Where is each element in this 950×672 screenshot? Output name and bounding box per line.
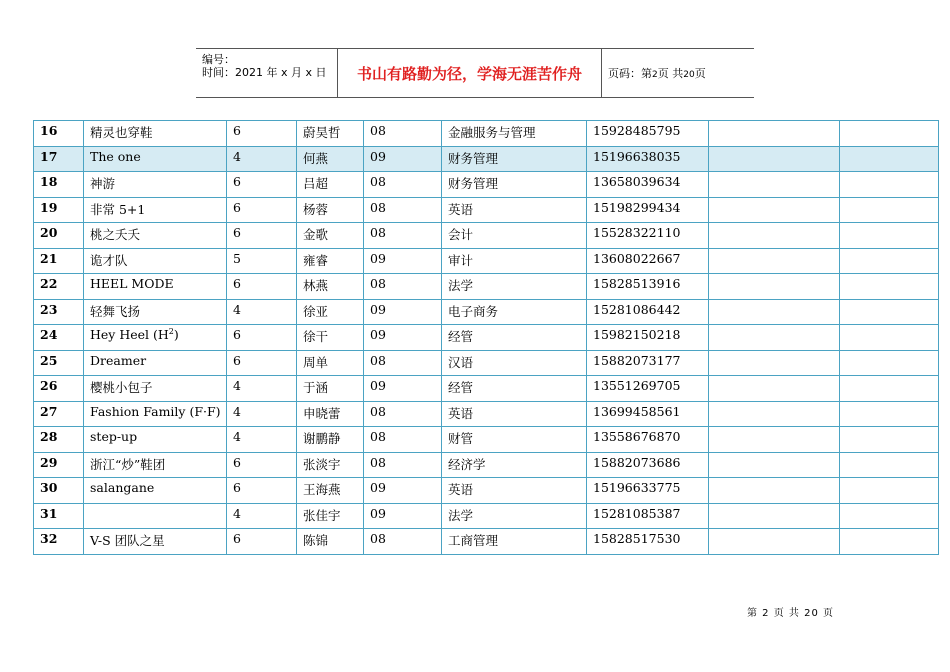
table-cell: [840, 146, 939, 172]
table-row: [34, 478, 939, 504]
table-cell: 审计: [442, 248, 587, 274]
table-cell: 4: [227, 146, 297, 172]
table-cell: 6: [227, 350, 297, 376]
table-row: [34, 146, 939, 172]
table-cell: 樱桃小包子: [84, 376, 227, 402]
table-cell: 28: [34, 427, 84, 453]
table-cell: 浙江“炒”鞋团: [84, 452, 227, 478]
table-row: [34, 376, 939, 402]
table-cell: [840, 172, 939, 198]
table-cell: [709, 325, 840, 351]
table-cell: 轻舞飞扬: [84, 299, 227, 325]
page-footer: 第 2 页 共 20 页: [747, 608, 834, 619]
table-cell: [709, 121, 840, 147]
table-cell: 08: [364, 350, 442, 376]
table-cell: 15982150218: [587, 325, 709, 351]
table-cell: 4: [227, 503, 297, 529]
table-cell: [709, 197, 840, 223]
table-cell: 金融服务与管理: [442, 121, 587, 147]
table-cell: 英语: [442, 478, 587, 504]
table-cell: 13558676870: [587, 427, 709, 453]
table-cell: 6: [227, 325, 297, 351]
table-cell: 15828517530: [587, 529, 709, 555]
table-cell: [709, 172, 840, 198]
table-cell: 张佳宇: [297, 503, 364, 529]
motto-text: 书山有路勤为径，学海无涯苦作舟: [356, 64, 582, 83]
table-cell: 09: [364, 376, 442, 402]
table-cell: 4: [227, 427, 297, 453]
table-cell: [840, 503, 939, 529]
table-cell: [840, 223, 939, 249]
table-cell: 蔚昊哲: [297, 121, 364, 147]
table-cell: step-up: [84, 427, 227, 453]
table-cell: 雍睿: [297, 248, 364, 274]
table-cell: [709, 503, 840, 529]
table-cell: 08: [364, 197, 442, 223]
table-cell: [709, 248, 840, 274]
table-cell: 经管: [442, 376, 587, 402]
table-cell: [709, 478, 840, 504]
header-meta-cell: [196, 49, 338, 97]
table-cell: 23: [34, 299, 84, 325]
table-cell: 汉语: [442, 350, 587, 376]
table-cell: 申晓蕾: [297, 401, 364, 427]
table-cell: [840, 401, 939, 427]
table-cell: Hey Heel $(H^2)$: [84, 325, 227, 351]
table-cell: 徐亚: [297, 299, 364, 325]
table-cell: 6: [227, 121, 297, 147]
roster-body: [34, 121, 939, 555]
table-cell: [709, 274, 840, 300]
table-cell: [709, 350, 840, 376]
table-cell: 16: [34, 121, 84, 147]
table-row: [34, 401, 939, 427]
table-cell: 吕超: [297, 172, 364, 198]
table-cell: 精灵也穿鞋: [84, 121, 227, 147]
table-cell: 25: [34, 350, 84, 376]
table-cell: 08: [364, 121, 442, 147]
table-row: [34, 350, 939, 376]
table-cell: [709, 529, 840, 555]
table-cell: [840, 350, 939, 376]
table-cell: 经管: [442, 325, 587, 351]
table-cell: 诡才队: [84, 248, 227, 274]
page-code-cell: [602, 49, 754, 97]
table-cell: [840, 427, 939, 453]
table-cell: 王海燕: [297, 478, 364, 504]
table-cell: 谢鹏静: [297, 427, 364, 453]
table-cell: 13699458561: [587, 401, 709, 427]
table-row: [34, 197, 939, 223]
table-cell: [840, 529, 939, 555]
table-cell: [709, 401, 840, 427]
table-cell: [840, 325, 939, 351]
table-cell: 09: [364, 503, 442, 529]
table-cell: 法学: [442, 274, 587, 300]
table-row: [34, 223, 939, 249]
table-cell: The one: [84, 146, 227, 172]
page-header: [196, 48, 754, 98]
table-cell: [840, 197, 939, 223]
table-cell: 18: [34, 172, 84, 198]
table-cell: 非常 5+1: [84, 197, 227, 223]
table-cell: 09: [364, 478, 442, 504]
table-cell: 英语: [442, 401, 587, 427]
table-cell: 财管: [442, 427, 587, 453]
table-cell: 杨蓉: [297, 197, 364, 223]
table-cell: salangane: [84, 478, 227, 504]
table-cell: 15196633775: [587, 478, 709, 504]
table-cell: 29: [34, 452, 84, 478]
table-row: [34, 274, 939, 300]
table-cell: 13658039634: [587, 172, 709, 198]
table-cell: 20: [34, 223, 84, 249]
table-cell: 陈锦: [297, 529, 364, 555]
table-cell: [709, 376, 840, 402]
table-cell: [840, 299, 939, 325]
table-cell: 林燕: [297, 274, 364, 300]
table-cell: 13551269705: [587, 376, 709, 402]
table-cell: 15281086442: [587, 299, 709, 325]
table-cell: 15198299434: [587, 197, 709, 223]
table-cell: V-S 团队之星: [84, 529, 227, 555]
table-cell: Dreamer: [84, 350, 227, 376]
table-cell: 09: [364, 146, 442, 172]
table-cell: 17: [34, 146, 84, 172]
table-cell: 6: [227, 223, 297, 249]
table-row: [34, 427, 939, 453]
table-cell: [840, 452, 939, 478]
table-cell: 会计: [442, 223, 587, 249]
time-label: 时间：2021 年 x 月 x 日: [202, 66, 327, 79]
table-cell: 神游: [84, 172, 227, 198]
table-cell: [840, 248, 939, 274]
table-cell: 工商管理: [442, 529, 587, 555]
table-cell: 15281085387: [587, 503, 709, 529]
table-cell: 6: [227, 197, 297, 223]
table-cell: 电子商务: [442, 299, 587, 325]
table-cell: 张淡宇: [297, 452, 364, 478]
table-cell: 周单: [297, 350, 364, 376]
table-row: [34, 452, 939, 478]
table-cell: [840, 376, 939, 402]
table-cell: 15828513916: [587, 274, 709, 300]
table-cell: [709, 223, 840, 249]
table-cell: [709, 146, 840, 172]
table-cell: HEEL MODE: [84, 274, 227, 300]
table-cell: 15882073177: [587, 350, 709, 376]
page-code: 页码：第2页 共20页: [608, 67, 706, 80]
table-cell: 财务管理: [442, 172, 587, 198]
table-cell: 08: [364, 223, 442, 249]
table-cell: 徐干: [297, 325, 364, 351]
table-cell: 桃之夭夭: [84, 223, 227, 249]
table-cell: [84, 503, 227, 529]
table-cell: 15528322110: [587, 223, 709, 249]
table-cell: 4: [227, 376, 297, 402]
table-cell: 08: [364, 427, 442, 453]
table-cell: 09: [364, 299, 442, 325]
table-cell: 19: [34, 197, 84, 223]
table-cell: 金歌: [297, 223, 364, 249]
table-cell: 于涵: [297, 376, 364, 402]
table-cell: 6: [227, 274, 297, 300]
table-cell: 法学: [442, 503, 587, 529]
table-cell: [840, 274, 939, 300]
table-cell: 08: [364, 172, 442, 198]
table-cell: 08: [364, 452, 442, 478]
table-cell: 08: [364, 274, 442, 300]
motto-cell: [338, 49, 602, 97]
table-cell: 08: [364, 401, 442, 427]
table-row: [34, 121, 939, 147]
table-cell: 26: [34, 376, 84, 402]
table-row: [34, 299, 939, 325]
table-cell: [709, 452, 840, 478]
table-cell: 6: [227, 452, 297, 478]
table-cell: 13608022667: [587, 248, 709, 274]
table-cell: 22: [34, 274, 84, 300]
number-label: 编号：: [202, 53, 235, 66]
table-row: [34, 325, 939, 351]
table-row: [34, 503, 939, 529]
table-cell: 31: [34, 503, 84, 529]
table-cell: 15882073686: [587, 452, 709, 478]
table-cell: 09: [364, 248, 442, 274]
table-cell: 英语: [442, 197, 587, 223]
table-cell: Fashion Family (F·F): [84, 401, 227, 427]
table-cell: 4: [227, 401, 297, 427]
table-row: [34, 248, 939, 274]
table-cell: 30: [34, 478, 84, 504]
table-cell: 09: [364, 325, 442, 351]
table-cell: 6: [227, 529, 297, 555]
table-cell: 08: [364, 529, 442, 555]
table-cell: [709, 427, 840, 453]
table-cell: 财务管理: [442, 146, 587, 172]
table-cell: 6: [227, 172, 297, 198]
table-row: [34, 172, 939, 198]
table-cell: 经济学: [442, 452, 587, 478]
table-cell: 32: [34, 529, 84, 555]
table-cell: 21: [34, 248, 84, 274]
table-row: [34, 529, 939, 555]
table-cell: 27: [34, 401, 84, 427]
table-cell: [709, 299, 840, 325]
table-cell: 4: [227, 299, 297, 325]
table-cell: 15196638035: [587, 146, 709, 172]
table-cell: [840, 121, 939, 147]
table-cell: 24: [34, 325, 84, 351]
table-cell: 6: [227, 478, 297, 504]
team-roster-table: [33, 120, 939, 555]
table-cell: [840, 478, 939, 504]
table-cell: 5: [227, 248, 297, 274]
table-cell: 15928485795: [587, 121, 709, 147]
table-cell: 何燕: [297, 146, 364, 172]
